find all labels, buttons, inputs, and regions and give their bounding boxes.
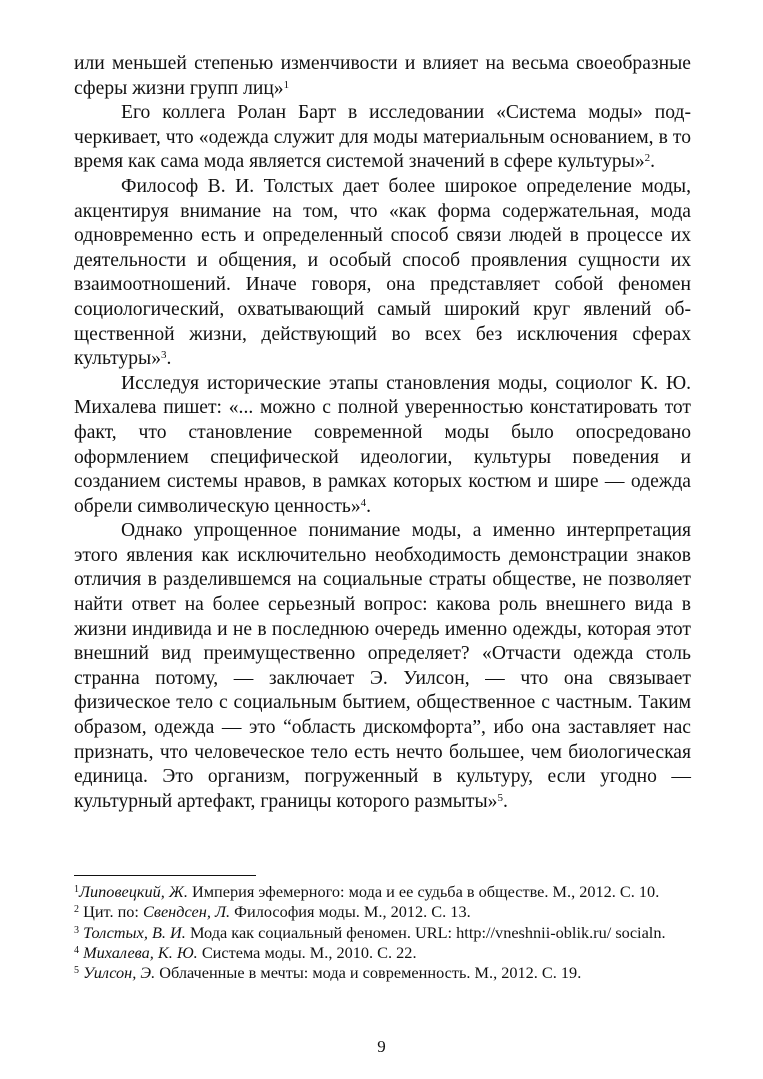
footnote-3: [74, 923, 691, 943]
paragraph-wilson: Однако упрощенное понимание моды, а именно интерпретация этого явления как исключительно необходимость демонстрации знаков отличия в разделившемся на социальные страты обществе, не позволяет найти ответ на более серьезный вопрос: какова роль внешнего вида в жизни индивида и не в последнюю очередь именно одежды, которая этот внешний вид преимущественно определяет? «Отчасти одежда столь странна потому, — заключает Э. Уилсон, — что она связывает физическое тело с социальным бытием, общественное с частным. Таким образом, одежда — это “область дискомфорта”, ибо она заставляет нас признать, что человеческое тело есть нечто большее, чем биологическая единица. Это организм, погруженный в культуру, если угодно — культурный артефакт, границы которого размыты»$^5$.: [74, 520, 691, 812]
footnote-author: Михалева, К. Ю.: [83, 942, 198, 962]
footnote-number: 3: [74, 924, 79, 936]
footnote-number: 2: [74, 904, 79, 916]
footnote-text: Облаченные в мечты: мода и современность. М., 2012. С. 19.: [159, 963, 582, 983]
footnotes: [74, 875, 691, 983]
footnote-1: [74, 882, 691, 902]
footnote-author: Уилсон, Э.: [83, 963, 156, 983]
footnote-number: 1: [74, 884, 79, 895]
footnote-text: Философия моды. М., 2012. С. 13.: [234, 902, 471, 922]
footnote-number: 4: [74, 944, 79, 956]
footnote-divider: [74, 875, 256, 876]
paragraph-text: Однако упрощенное понимание моды, а именно интерпретация этого явления как исключительно необходимость демонстрации знаков отличия в разделившемся на социальные страты обществе, не позволяет найти ответ на более серьезный вопрос: какова роль внешнего вида в жизни индивида и не в последнюю очередь именно одежды, которая этот внешний вид преимущественно определяет? «Отчасти одежда столь странна потому, — заключает Э. Уилсон, — что она связывает физическое тело с социальным бытием, общественное с частным. Таким образом, одежда — это “область дискомфорта”, ибо она заставляет нас признать, что человеческое тело есть нечто большее, чем биологическая единица. Это организм, погруженный в культуру, если угодно — культурный артефакт, границы которого размыты»: [74, 520, 691, 812]
footnote-4: [74, 943, 691, 963]
footnote-5: [74, 963, 691, 983]
footnote-number: 5: [74, 965, 79, 977]
paragraph-mikhaleva: Исследуя исторические этапы становления моды, социолог К. Ю. Михалева пишет: «... можно с полной уверенностью констатировать тот факт, что становление современной моды было опосредовано оформлением специфической идеологии, культуры поведения и созданием системы нравов, в рамках которых костюм и шире — одежда обрели символическую ценность»$^4$.: [74, 372, 691, 517]
footnote-text: Империя эфемерного: мода и ее судьба в обществе. М., 2012. С. 10.: [191, 882, 660, 901]
page-number: 9: [377, 1037, 386, 1056]
paragraph-text: Его коллега Ролан Барт в исследовании «Система моды» подчеркивает, что «одежда служит для моды материальным основанием, в то время как сама мода является системой значений в сфере культуры»: [74, 102, 691, 173]
footnote-ref[interactable]: 3: [161, 349, 167, 362]
footnote-author: Толстых, В. И.: [83, 922, 186, 942]
footnote-ref[interactable]: 5: [497, 791, 503, 804]
footnote-text: Система моды. М., 2010. С. 22.: [201, 942, 417, 962]
footnote-author: Свендсен, Л.: [143, 902, 231, 922]
paragraph-continued: [74, 52, 691, 101]
paragraph-text: или меньшей степенью изменчивости и влияет на весьма своеобразные сферы жизни групп лиц»: [74, 53, 691, 99]
paragraph-tolstykh: Философ В. И. Толстых дает более широкое определение моды, акцентируя внимание на том, что «как форма содержательная, мода одновременно есть и определенный способ связи людей в процессе их деятельности и общения, и особый способ проявления сущности их взаимоотношений. Иначе говоря, она представляет собой феномен социологический, охватывающий самый широкий круг явлений общественной жизни, действующий во всех без исключения сферах культуры»$^3$.: [74, 175, 691, 370]
footnote-text[interactable]: Мода как социальный феномен. URL: http://vneshnii-oblik.ru/ socialn.: [189, 922, 666, 942]
paragraph-text: Исследуя исторические этапы становления моды, социолог К. Ю. Михалева пишет: «... можно с полной уверенностью констатировать тот факт, что становление современной моды было опосредовано оформлением специфической идеологии, культуры поведения и созданием системы нравов, в рамках которых костюм и шире — одежда обрели символическую ценность»: [74, 372, 691, 517]
footnote-ref[interactable]: 1: [283, 78, 290, 91]
footnote-ref[interactable]: 4: [360, 496, 367, 509]
footnote-2: [74, 902, 691, 922]
paragraph-text: Философ В. И. Толстых дает более широкое определение моды, акцентируя внимание на том, что «как форма содержательная, мода одновременно есть и определенный способ связи людей в процессе их деятельности и общения, и особый способ проявления сущности их взаимоотношений. Иначе говоря, она представляет собой феномен социологический, охватывающий самый широкий круг явлений общественной жизни, действующий во всех без исключения сферах культуры»: [74, 175, 691, 370]
footnote-ref[interactable]: 2: [644, 152, 651, 165]
paragraph-barthes: Его коллега Ролан Барт в исследовании «Система моды» подчеркивает, что «одежда служит для моды материальным основанием, в то время как сама мода является системой значений в сфере культуры»$^2$.: [74, 102, 691, 173]
main-text: [74, 52, 691, 814]
footnote-prefix: Цит. по:: [83, 902, 144, 922]
footnote-author: Липовецкий, Ж.: [79, 882, 188, 901]
